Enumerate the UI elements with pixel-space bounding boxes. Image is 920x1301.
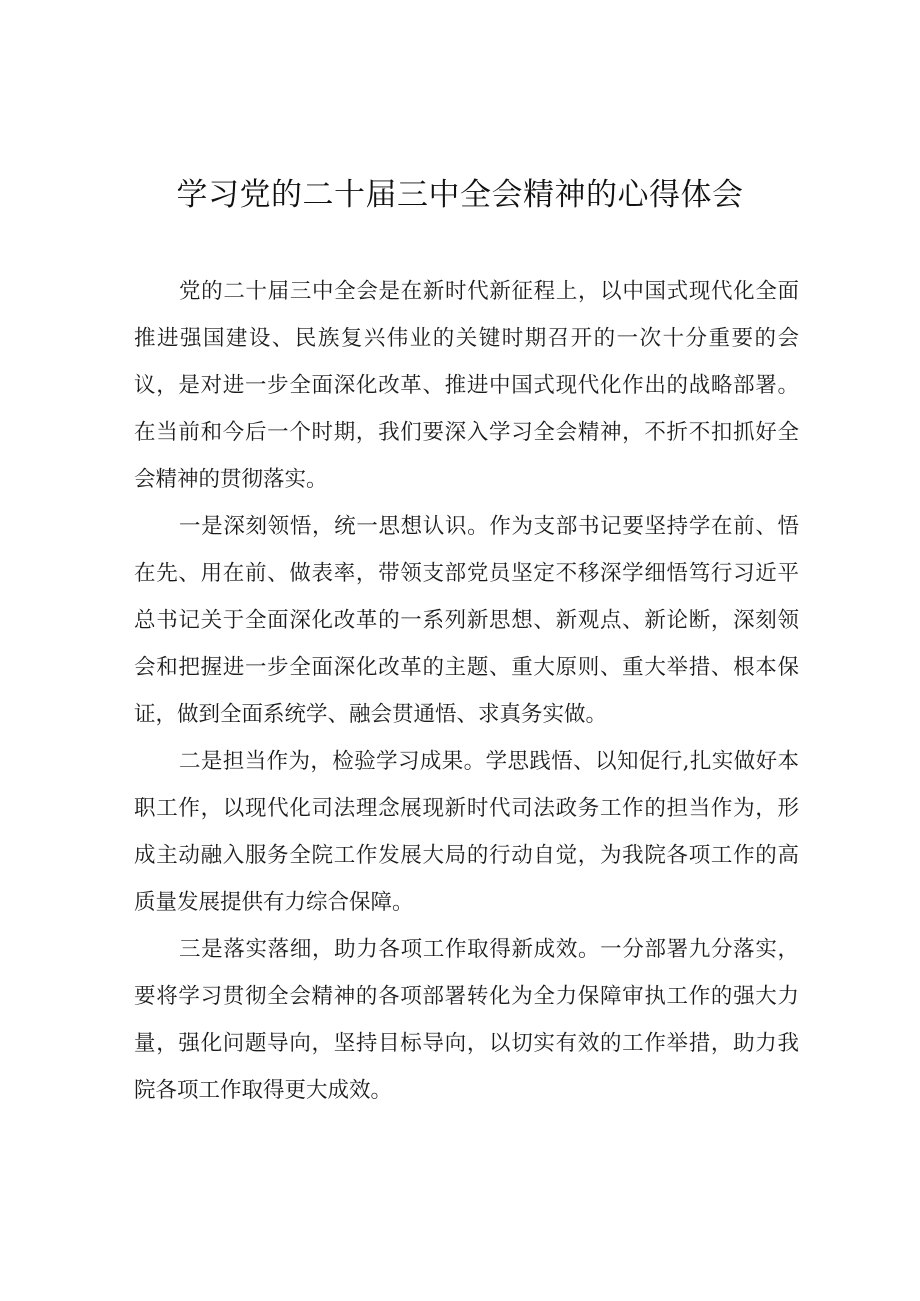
paragraph-point-two: 二是担当作为，检验学习成果。学思践悟、以知促行,扎实做好本职工作，以现代化司法理念展现新时代司法政务工作的担当作为，形成主动融入服务全院工作发展大局的行动自觉，为我院各项工作的高质量发展提供有力综合保障。 xyxy=(134,749,799,915)
document-body xyxy=(134,268,799,1114)
paragraph-intro: 党的二十届三中全会是在新时代新征程上，以中国式现代化全面推进强国建设、民族复兴伟业的关键时期召开的一次十分重要的会议，是对进一步全面深化改革、推进中国式现代化作出的战略部署。在当前和今后一个时期，我们要深入学习全会精神，不折不扣抓好全会精神的贯彻落实。 xyxy=(134,279,799,492)
paragraph-point-one: 一是深刻领悟，统一思想认识。作为支部书记要坚持学在前、悟在先、用在前、做表率，带领支部党员坚定不移深学细悟笃行习近平总书记关于全面深化改革的一系列新思想、新观点、新论断，深刻领会和把握进一步全面深化改革的主题、重大原则、重大举措、根本保证，做到全面系统学、融会贯通悟、求真务实做。 xyxy=(134,514,799,727)
paragraph-point-three: 三是落实落细，助力各项工作取得新成效。一分部署九分落实，要将学习贯彻全会精神的各项部署转化为全力保障审执工作的强大力量，强化问题导向，坚持目标导向，以切实有效的工作举措，助力我院各项工作取得更大成效。 xyxy=(134,937,799,1103)
document-title: 学习党的二十届三中全会精神的心得体会 xyxy=(176,177,744,213)
